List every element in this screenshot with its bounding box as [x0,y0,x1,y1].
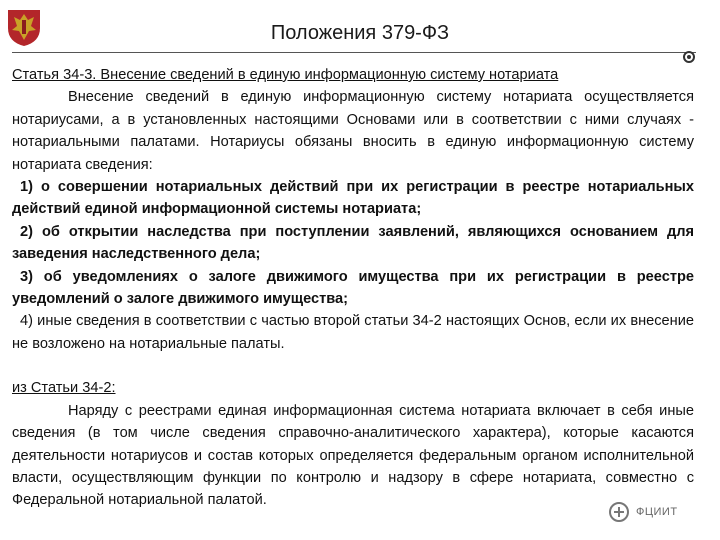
section1-heading: Статья 34-3. Внесение сведений в единую информационную систему нотариата [12,67,559,83]
section2-body: Наряду с реестрами единая информационная система нотариата включает в себя иные сведения (в том числе сведения справочно-аналитического характера), которые касаются деятельности нотариусов и состав которых определяется федеральным органом исполнительной власти, осуществляющим функции по контролю и надзору в сфере нотариата, совместно с Федеральной нотариальной палатой. [12,402,694,509]
section2-heading: из Статьи 34-2: [12,380,116,397]
list-item-3: 3) об уведомлениях о залоге движимого имущества при их регистрации в реестре уведомлений о залоге движимого имущества; [12,268,694,308]
emblem-icon [4,4,44,48]
list-item-4: 4) иные сведения в соответствии с частью второй статьи 34-2 настоящих Основ, если их внесение не возложено на нотариальные палаты. [12,313,694,352]
document-body [12,64,694,512]
footer-logo-text: ФЦИИТ [636,506,678,518]
page-title: Положения 379-ФЗ [270,22,450,44]
list-item-2: 2) об открытии наследства при поступлении заявлений, являющихся основанием для заведения наследственного дела; [12,223,694,263]
section1-intro: Внесение сведений в единую информационную систему нотариата осуществляется нотариусами, а в установленных настоящими Основами или в соответствии с ними случаях - нотариальными палатами. Нотариусы обязаны вносить в единую информационную систему нотариата сведения: [12,89,694,173]
title-divider [12,52,696,53]
list-item-1: 1) о совершении нотариальных действий при их регистрации в реестре нотариальных действий единой информационной системы нотариата; [12,179,694,218]
footer-logo [608,496,698,528]
fciit-logo-icon [608,501,630,523]
